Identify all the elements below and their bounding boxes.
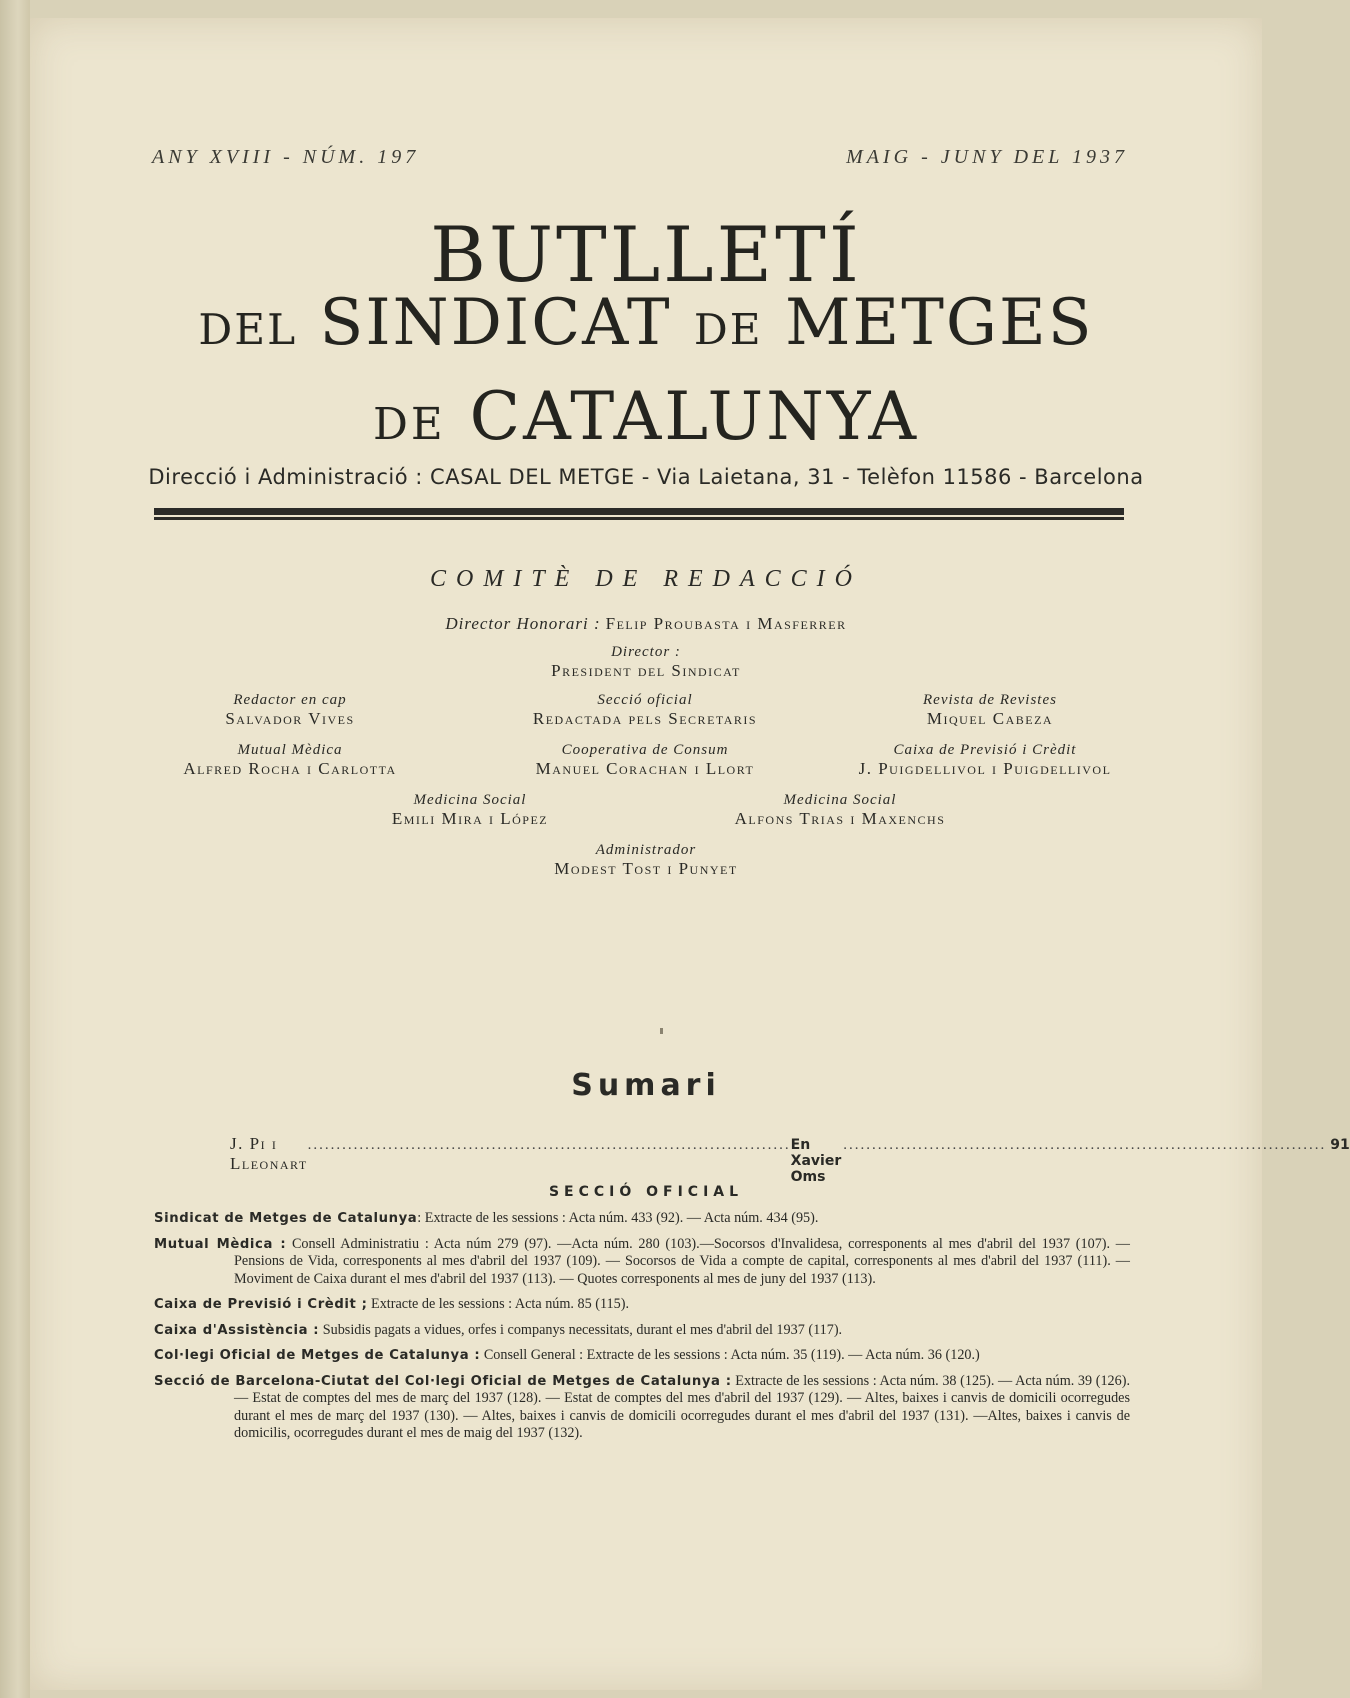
divider-rule [154, 508, 1124, 515]
issue-header [152, 146, 1128, 169]
medicina-social-block [680, 792, 1000, 829]
sumari-entry [154, 1347, 1130, 1365]
role-label: Cooperativa de Consum [561, 742, 729, 758]
title-line-1: BUTLLETÍ [430, 210, 862, 299]
toc-title: En Xavier Oms [790, 1137, 842, 1185]
medicina-social-block [320, 792, 620, 829]
entry-text: Consell Administratiu : Acta núm 279 (97). —Acta núm. 280 (103).—Socorsos d'Invalidesa, corresponents al mes d'abril del 1937 (107). — Pensions de Vida, corresponents al mes d'abril del 1937 (109). — Socorsos de Vida a compte de capital, corresponents al mes d'abril del 1937 (111). — Moviment de Caixa durant el mes d'abril del 1937 (113). — Quotes corresponents al mes de juny del 1937 (113). [234, 1235, 1130, 1287]
director-honorari [30, 614, 1262, 634]
role-label: Revista de Revistes [923, 692, 1057, 708]
person-name: Manuel Corachan i Llort [535, 759, 755, 778]
title-word: CATALUNYA [469, 378, 920, 455]
role-label: Mutual Mèdica [237, 742, 343, 758]
person-name: Felip Proubasta i Masferrer [605, 614, 847, 633]
sumari-entries [154, 1210, 1130, 1451]
sumari-entry [154, 1322, 1130, 1340]
entry-text: : Extracte de les sessions : Acta núm. 433 (92). — Acta núm. 434 (95). [417, 1210, 819, 1226]
revista-block [830, 692, 1150, 729]
person-name: Salvador Vives [225, 709, 355, 728]
toc-leader: .................................................................................... [307, 1137, 791, 1153]
entry-text: Consell General : Extracte de les sessions : Acta núm. 35 (119). — Acta núm. 36 (120.) [480, 1347, 980, 1363]
cooperativa-block [470, 742, 820, 779]
issue-number: ANY XVIII - NÚM. 197 [152, 146, 420, 168]
title-word: SINDICAT [319, 286, 672, 360]
entry-text: Extracte de les sessions : Acta núm. 38 (125). — Acta núm. 39 (126). — Estat de comptes del mes de març del 1937 (128). — Estat de comptes del mes d'abril del 1937 (129). — Altes, baixes i canvis de domicili ocorregudes durant el mes de març del 1937 (130). — Altes, baixes i canvis de domicili ocorregudes durant el mes d'abril del 1937 (131). —Altes, baixes i canvis de domicilis, ocorregudes durant el mes de maig del 1937 (132). [234, 1372, 1130, 1441]
page-spine [0, 0, 30, 1698]
toc-author: J. Pi i Lleonart [230, 1134, 308, 1173]
sumari-entry [154, 1236, 1130, 1289]
entry-text: Subsidis pagats a vidues, orfes i companys necessitats, durant el mes d'abril del 1937 (117). [319, 1321, 843, 1338]
toc-leader: .................................................................................... [843, 1137, 1327, 1153]
sumari-entry [154, 1296, 1130, 1314]
entry-heading: Mutual Mèdica : [154, 1236, 287, 1252]
caixa-block [820, 742, 1150, 779]
mutual-block [130, 742, 450, 779]
role-label: Medicina Social [783, 792, 897, 808]
toc-page: 91 [1330, 1137, 1350, 1153]
address-line: Direcció i Administració : CASAL DEL METGE - Via Laietana, 31 - Telèfon 11586 - Barcelona [148, 465, 1144, 489]
person-name: Redactada pels Secretaris [532, 709, 758, 728]
role-label: Caixa de Previsió i Crèdit [893, 742, 1077, 758]
role-label: Administrador [595, 842, 697, 858]
role-label: Redactor en cap [233, 692, 347, 708]
title-word: DE [693, 305, 763, 354]
title-word: DEL [198, 305, 298, 354]
role-label: Medicina Social [413, 792, 527, 808]
entry-heading: Secció de Barcelona-Ciutat del Col·legi Oficial de Metges de Catalunya : [154, 1373, 732, 1389]
title-line-2 [30, 286, 1262, 360]
entry-heading: Sindicat de Metges de Catalunya [154, 1211, 418, 1226]
entry-heading: Caixa de Previsió i Crèdit ; [154, 1297, 368, 1312]
person-name: Miquel Cabeza [926, 709, 1054, 728]
title-line-3 [30, 378, 1262, 455]
issue-date: MAIG - JUNY DEL 1937 [846, 146, 1128, 168]
person-name: J. Puigdellivol i Puigdellivol [858, 759, 1112, 778]
divider-rule [154, 517, 1124, 520]
seccio-oficial-heading: SECCIÓ OFICIAL [548, 1184, 744, 1200]
person-name: Alfred Rocha i Carlotta [183, 759, 397, 778]
redactor-block [140, 692, 440, 729]
person-name: Alfons Trias i Maxenchs [734, 809, 946, 828]
sumari-entry [154, 1373, 1130, 1443]
entry-text: Extracte de les sessions : Acta núm. 85 (115). [367, 1296, 629, 1312]
entry-heading: Caixa d'Assistència : [154, 1322, 320, 1338]
role-label: Director : [611, 644, 681, 660]
toc-row [230, 1134, 1350, 1185]
title-word: DE [372, 400, 446, 450]
sumari-heading: Sumari [571, 1068, 721, 1103]
person-name: President del Sindicat [551, 661, 741, 680]
seccio-block [470, 692, 820, 729]
role-label: Secció oficial [597, 692, 693, 708]
director-role-block [30, 644, 1262, 681]
person-name: Emili Mira i López [391, 809, 549, 828]
sumari-entry [154, 1210, 1130, 1228]
title-word: METGES [784, 286, 1094, 360]
person-name: Modest Tost i Punyet [554, 859, 738, 878]
administrador-block [496, 842, 796, 879]
comite-heading: COMITÈ DE REDACCIÓ [430, 566, 862, 592]
entry-heading: Col·legi Oficial de Metges de Catalunya : [154, 1348, 481, 1363]
role-label: Director Honorari : [445, 614, 601, 633]
print-speck [660, 1028, 663, 1034]
document-page [30, 18, 1350, 1690]
